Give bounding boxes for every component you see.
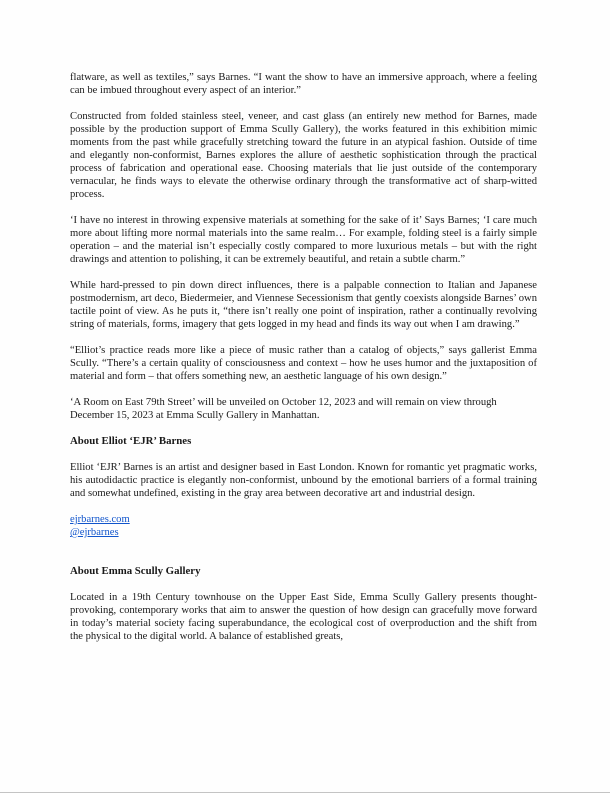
- heading-about-gallery: About Emma Scully Gallery: [70, 565, 201, 577]
- paragraph-flatware-quote: flatware, as well as textiles,” says Barnes. “I want the show to have an immersive approach, where a feeling can be imbued throughout every aspect of an interior.”: [70, 72, 537, 96]
- link-website[interactable]: ejrbarnes.com: [70, 514, 130, 525]
- paragraph-materials-quote: ‘I have no interest in throwing expensive materials at something for the sake of it’ Says Barnes; ‘I care much more about lifting more normal materials into the same realm… For example, folding steel is a fairly simple operation – and the material isn’t especially costly compared to more luxurious metals – but with the right drawings and attention to polishing, it can be extremely beautiful, and retain a subtle charm.”: [70, 215, 537, 265]
- paragraph-gallery-bio: Located in a 19th Century townhouse on the Upper East Side, Emma Scully Gallery presents thought-provoking, contemporary works that aim to answer the question of how design can gracefully move forward in today’s material society facing superabundance, the ecological cost of overproduction and the shift from the physical to the digital world. A balance of established greats,: [70, 592, 537, 642]
- paragraph-gallerist-quote: “Elliot’s practice reads more like a piece of music rather than a catalog of objects,” says gallerist Emma Scully. “There’s a certain quality of consciousness and context – how he uses humor and the juxtaposition of material and form – that offers something new, an aesthetic language of his own design.”: [70, 345, 537, 382]
- artist-links: [70, 513, 537, 539]
- heading-about-artist: About Elliot ‘EJR’ Barnes: [70, 435, 192, 447]
- paragraph-artist-bio: Elliot ‘EJR’ Barnes is an artist and designer based in East London. Known for romantic yet pragmatic works, his autodidactic practice is elegantly non-conformist, unbound by the emotional barriers of a formal training and somewhat undefined, existing in the gray area between decorative art and industrial design.: [70, 462, 537, 499]
- document-body: [70, 71, 537, 656]
- paragraph-construction: Constructed from folded stainless steel, veneer, and cast glass (an entirely new method for Barnes, made possible by the production support of Emma Scully Gallery), the works featured in this exhibition mimic moments from the past while gracefully stretching toward the future in an atypical fashion. Outside of time and elegantly non-conformist, Barnes explores the allure of aesthetic sophistication through the practical process of fabrication and operational ease. Choosing materials that lie just outside of the contemporary vernacular, he finds ways to elevate the otherwise ordinary through the transformative act of sharp-witted process.: [70, 111, 537, 200]
- paragraph-exhibition-dates: ‘A Room on East 79th Street’ will be unveiled on October 12, 2023 and will remain on view through December 15, 2023 at Emma Scully Gallery in Manhattan.: [70, 397, 497, 421]
- paragraph-influences: While hard-pressed to pin down direct influences, there is a palpable connection to Italian and Japanese postmodernism, art deco, Biedermeier, and Viennese Secessionism that gently coexists alongside Barnes’ own tactile point of view. As he puts it, “there isn’t really one point of inspiration, rather a continually revolving string of materials, forms, imagery that gets logged in my head and finds its way out when I am drawing.”: [70, 280, 537, 330]
- link-instagram[interactable]: @ejrbarnes: [70, 527, 119, 538]
